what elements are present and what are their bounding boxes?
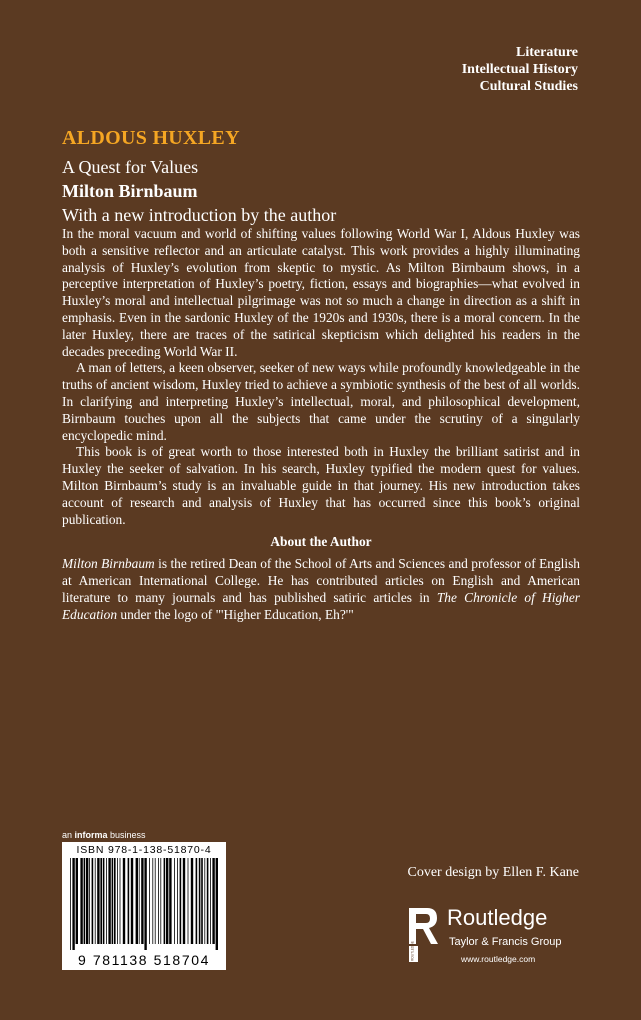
barcode-bar — [212, 858, 214, 944]
barcode-bar — [204, 858, 205, 944]
barcode-bar — [120, 858, 121, 944]
imprint-prefix: an — [62, 830, 75, 840]
isbn-barcode — [62, 842, 226, 970]
blurb-paragraph-3: This book is of great worth to those interested both in Huxley the brilliant satirist and in Huxley the seeker of salvation. In his search, Huxley typified the modern quest for values. Milton Birnbaum’s study is an invaluable guide in that journey. His new introduction takes account of research and analysis of Huxley that has occurred since this book’s original publication. — [62, 444, 580, 527]
barcode-bar — [152, 858, 153, 944]
barcode-bar — [177, 858, 178, 944]
barcode-bar — [112, 858, 114, 944]
publisher-url: www.routledge.com — [461, 954, 536, 964]
barcode-bar — [174, 858, 175, 944]
barcode-bar — [114, 858, 116, 944]
barcode-bar — [70, 858, 71, 950]
about-author-name: Milton Birnbaum — [62, 556, 155, 572]
barcode-bar — [210, 858, 211, 944]
barcode-bar — [95, 858, 96, 944]
subject-categories — [462, 44, 578, 95]
barcode-bar — [92, 858, 94, 944]
barcode-bar — [164, 858, 166, 944]
barcode-bar — [196, 858, 198, 944]
barcode-bar — [216, 858, 218, 950]
barcode-bar — [76, 858, 78, 944]
barcode-bar — [169, 858, 171, 944]
barcode-bar — [84, 858, 86, 944]
barcode-bar — [117, 858, 118, 944]
barcode-bar — [180, 858, 182, 944]
barcode-bar — [131, 858, 133, 944]
barcode-bar — [86, 858, 88, 944]
barcode-bar — [97, 858, 99, 944]
barcode-bar — [199, 858, 201, 944]
publisher-group: Taylor & Francis Group — [449, 936, 562, 948]
barcode-bar — [191, 858, 193, 944]
about-author-text — [62, 556, 580, 623]
category-intellectual-history: Intellectual History — [461, 62, 578, 77]
blurb-paragraph-1: In the moral vacuum and world of shifting values following World War I, Aldous Huxley was both a sensitive reflector and an articulate catalyst. This work provides a highly illuminating analysis of Huxley’s evolution from skeptic to mystic. As Milton Birnbaum shows, in a perceptive interpretation of Huxley’s poetry, fiction, essays and biographies—what evolved in Huxley’s moral and intellectual pilgrimage was not so much a change in direction as a shift in emphasis. Even in the sardonic Huxley of the 1920s and 1930s, there is a moral concern. In the later Huxley, there are traces of the satirical skepticism which delighted his readers in the decades preceding World War II. — [62, 226, 580, 359]
new-introduction-note: With a new introduction by the author — [62, 205, 337, 225]
about-author-text-a: is the retired Dean of the School of Arts and Sciences and professor of English at American International College. He has contributed articles on English and American literature to many journals and has published satiric articles in — [62, 556, 580, 605]
barcode-bar — [106, 858, 107, 944]
barcode-bar — [139, 858, 140, 944]
barcode-bar — [160, 858, 161, 944]
barcode-bar — [183, 858, 185, 944]
routledge-logo — [405, 904, 583, 966]
imprint-suffix: business — [107, 830, 146, 840]
barcode-bar — [155, 858, 156, 944]
blurb-paragraph-2: A man of letters, a keen observer, seeker of new ways while profoundly knowledgeable in the truths of ancient wisdom, Huxley tried to achieve a symbiotic synthesis of the best of all worlds. In clarifying and interpreting Huxley’s intellectual, moral, and philosophical development, Birnbaum touches upon all the subjects that came under the scrutiny of a singularly encyclopedic mind. — [62, 360, 580, 443]
barcode-bar — [144, 858, 146, 950]
barcode-bar — [128, 858, 130, 944]
category-cultural-studies: Cultural Studies — [479, 79, 578, 94]
barcode-bar — [108, 858, 110, 944]
barcode-bar — [136, 858, 138, 944]
publisher-name: Routledge — [447, 905, 548, 930]
about-author-heading: About the Author — [270, 534, 372, 550]
barcode-bar — [158, 858, 159, 944]
barcode-bar — [207, 858, 209, 944]
barcode-bar — [166, 858, 168, 944]
logo-spine-text: ROUTLEDGE — [410, 941, 415, 961]
barcode-bar — [100, 858, 102, 944]
book-author: Milton Birnbaum — [62, 181, 198, 201]
barcode-bar — [103, 858, 105, 944]
about-author-text-b: under the logo of "'Higher Education, Eh?'" — [117, 606, 354, 622]
barcode-bar — [149, 858, 150, 944]
barcode-bar — [188, 858, 189, 944]
barcode-bar — [201, 858, 203, 944]
barcode-bar — [89, 858, 90, 944]
informa-imprint — [62, 830, 146, 840]
barcode-bar — [72, 858, 74, 950]
imprint-brand: informa — [74, 830, 108, 840]
about-author-publication: The Chronicle of Higher Education — [62, 589, 580, 622]
book-subtitle: A Quest for Values — [62, 157, 199, 177]
barcode-bar — [80, 858, 82, 944]
blurb-body — [62, 226, 580, 623]
ean-digits: 9 781138 518704 — [78, 952, 210, 968]
category-literature: Literature — [516, 45, 578, 60]
barcode-bar — [123, 858, 125, 944]
isbn-label: ISBN 978-1-138-51870-4 — [76, 844, 212, 856]
book-title: ALDOUS HUXLEY — [62, 127, 240, 149]
routledge-r-icon — [405, 904, 441, 964]
barcode-bar — [141, 858, 143, 944]
cover-design-credit: Cover design by Ellen F. Kane — [407, 865, 579, 880]
barcode-bars — [68, 858, 220, 950]
